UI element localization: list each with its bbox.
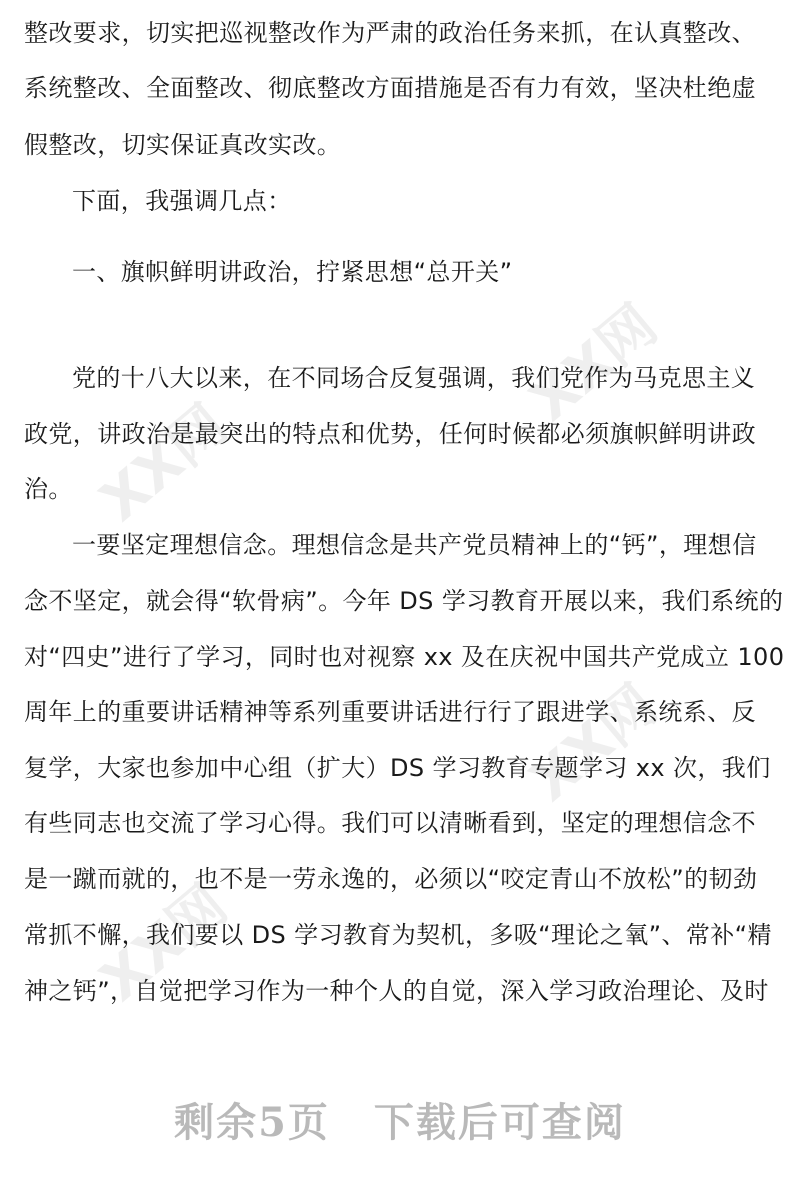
watermark-3: XX网 bbox=[88, 872, 240, 1015]
text-line: 假整改，切实保证真改实改。 bbox=[24, 131, 342, 159]
text-line: 有些同志也交流了学习心得。我们可以清晰看到，坚定的理想信念不 bbox=[24, 809, 756, 837]
text-line: 对“四史”进行了学习，同时也对视察 xx 及在庆祝中国共产党成立 100 bbox=[24, 643, 785, 671]
paragraph-first-line: 下面，我强调几点： bbox=[72, 187, 292, 215]
text-line: 系统整改、全面整改、彻底整改方面措施是否有力有效，坚决杜绝虚 bbox=[24, 74, 756, 102]
text-line: 政党，讲政治是最突出的特点和优势，任何时候都必须旗帜鲜明讲政 bbox=[24, 420, 756, 448]
text-line: 是一蹴而就的，也不是一劳永逸的，必须以“咬定青山不放松”的韧劲 bbox=[24, 865, 758, 893]
paragraph-first-line: 一要坚定理想信念。理想信念是共产党员精神上的“钙”，理想信 bbox=[72, 531, 757, 559]
text-line: 常抓不懈，我们要以 DS 学习教育为契机，多吸“理论之氧”、常补“精 bbox=[24, 921, 772, 949]
remaining-pages-text: 剩余5页 bbox=[174, 1099, 330, 1146]
watermark-4: XX网 bbox=[518, 672, 670, 815]
text-line: 周年上的重要讲话精神等系列重要讲话进行行了跟进学、系统系、反 bbox=[24, 698, 756, 726]
section-heading: 一、旗帜鲜明讲政治，拧紧思想“总开关” bbox=[72, 258, 513, 286]
text-line: 念不坚定，就会得“软骨病”。今年 DS 学习教育开展以来，我们系统的 bbox=[24, 587, 784, 615]
text-line: 整改要求，切实把巡视整改作为严肃的政治任务来抓，在认真整改、 bbox=[24, 19, 756, 47]
watermark-1: XX网 bbox=[88, 392, 240, 535]
download-banner[interactable] bbox=[0, 1088, 800, 1158]
watermark-2: XX网 bbox=[518, 292, 670, 435]
text-line: 复学，大家也参加中心组（扩大）DS 学习教育专题学习 xx 次，我们 bbox=[24, 754, 771, 782]
text-line: 治。 bbox=[24, 475, 73, 503]
download-to-view-text: 下载后可查阅 bbox=[373, 1099, 626, 1146]
paragraph-first-line: 党的十八大以来，在不同场合反复强调，我们党作为马克思主义 bbox=[72, 364, 756, 392]
text-line: 神之钙”，自觉把学习作为一种个人的自觉，深入学习政治理论、及时 bbox=[24, 977, 769, 1005]
